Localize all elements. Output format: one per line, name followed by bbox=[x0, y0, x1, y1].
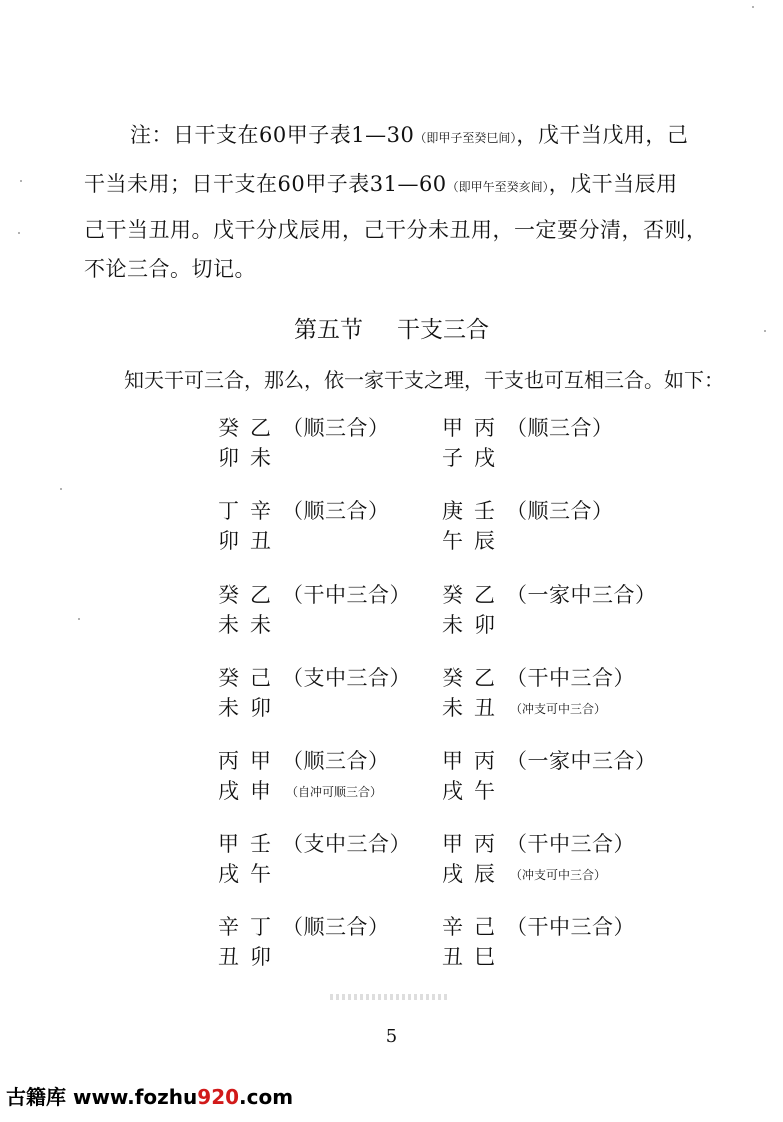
note-line-4: 不论三合。切记。 bbox=[84, 257, 256, 281]
section-heading bbox=[0, 315, 783, 345]
scan-speck bbox=[18, 232, 20, 234]
stem-char: 甲 bbox=[442, 749, 463, 773]
stem-char: 癸 bbox=[218, 583, 239, 607]
watermark-name: 古籍库 www.fozhu bbox=[6, 1085, 198, 1109]
branch-char: 卯 bbox=[218, 529, 239, 553]
pair-block bbox=[442, 829, 635, 889]
scan-smudge bbox=[330, 994, 450, 1000]
branch-char: 丑 bbox=[474, 696, 495, 720]
scan-speck bbox=[78, 618, 80, 620]
scan-speck bbox=[20, 180, 22, 182]
scan-speck bbox=[752, 6, 754, 8]
note-line-1-text: 注：日干支在60甲子表1—30 bbox=[130, 123, 415, 147]
stem-char: 乙 bbox=[474, 666, 495, 690]
pair-note: （冲支可中三合） bbox=[510, 702, 607, 716]
branch-char: 戌 bbox=[442, 779, 463, 803]
scan-speck bbox=[764, 330, 766, 332]
stem-char: 庚 bbox=[442, 499, 463, 523]
pair-label: （顺三合） bbox=[282, 416, 390, 440]
branch-char: 卯 bbox=[474, 613, 495, 637]
pair-block bbox=[442, 663, 635, 723]
pair-block bbox=[218, 413, 390, 473]
branch-char: 午 bbox=[250, 862, 271, 886]
pair-block bbox=[218, 496, 390, 556]
pair-label: （支中三合） bbox=[282, 666, 411, 690]
stem-char: 癸 bbox=[218, 666, 239, 690]
note-line-2-text: 干当未用；日干支在60甲子表31—60 bbox=[84, 172, 447, 196]
pair-block bbox=[218, 912, 390, 972]
stem-char: 乙 bbox=[474, 583, 495, 607]
stem-char: 辛 bbox=[442, 915, 463, 939]
stem-char: 甲 bbox=[442, 416, 463, 440]
stem-char: 壬 bbox=[250, 832, 271, 856]
branch-char: 巳 bbox=[474, 945, 495, 969]
branch-char: 未 bbox=[218, 696, 239, 720]
stem-char: 壬 bbox=[474, 499, 495, 523]
pair-block bbox=[218, 663, 411, 723]
pair-label: （干中三合） bbox=[282, 583, 411, 607]
branch-char: 卯 bbox=[250, 696, 271, 720]
pair-label: （顺三合） bbox=[506, 499, 614, 523]
branch-char: 申 bbox=[250, 779, 271, 803]
pair-note: （自冲可顺三合） bbox=[286, 785, 383, 799]
stem-char: 己 bbox=[250, 666, 271, 690]
note-line-1 bbox=[130, 121, 688, 152]
branch-char: 午 bbox=[474, 779, 495, 803]
stem-char: 癸 bbox=[442, 666, 463, 690]
branch-char: 辰 bbox=[474, 862, 495, 886]
branch-char: 未 bbox=[442, 696, 463, 720]
stem-char: 癸 bbox=[442, 583, 463, 607]
branch-char: 卯 bbox=[218, 446, 239, 470]
stem-char: 己 bbox=[474, 915, 495, 939]
stem-char: 辛 bbox=[250, 499, 271, 523]
branch-char: 辰 bbox=[474, 529, 495, 553]
pair-label: （顺三合） bbox=[506, 416, 614, 440]
stem-char: 甲 bbox=[442, 832, 463, 856]
pair-label: （一家中三合） bbox=[506, 583, 657, 607]
intro-paragraph: 知天干可三合，那么，依一家干支之理，干支也可互相三合。如下： bbox=[124, 368, 724, 392]
stem-char: 丙 bbox=[474, 416, 495, 440]
pair-label: （顺三合） bbox=[282, 499, 390, 523]
branch-char: 丑 bbox=[442, 945, 463, 969]
note-line-2 bbox=[84, 170, 678, 201]
branch-char: 未 bbox=[218, 613, 239, 637]
watermark-number: 920 bbox=[197, 1085, 240, 1109]
stem-char: 丙 bbox=[218, 749, 239, 773]
branch-char: 子 bbox=[442, 446, 463, 470]
branch-char: 午 bbox=[442, 529, 463, 553]
branch-char: 戌 bbox=[474, 446, 495, 470]
stem-char: 辛 bbox=[218, 915, 239, 939]
note-line-2-tail: ，戊干当辰用 bbox=[548, 172, 678, 196]
branch-char: 未 bbox=[442, 613, 463, 637]
pair-note: （冲支可中三合） bbox=[510, 868, 607, 882]
branch-char: 戌 bbox=[442, 862, 463, 886]
pair-block bbox=[442, 496, 614, 556]
pair-label: （一家中三合） bbox=[506, 749, 657, 773]
stem-char: 乙 bbox=[250, 583, 271, 607]
branch-char: 戌 bbox=[218, 779, 239, 803]
watermark-tld: .com bbox=[239, 1085, 294, 1109]
branch-char: 卯 bbox=[250, 945, 271, 969]
pair-label: （支中三合） bbox=[282, 832, 411, 856]
pair-label: （顺三合） bbox=[282, 915, 390, 939]
site-watermark bbox=[6, 1083, 293, 1111]
note-line-1-tail: ，戊干当戊用，己 bbox=[516, 123, 689, 147]
scan-speck bbox=[60, 488, 62, 490]
pair-block bbox=[218, 829, 411, 889]
branch-char: 戌 bbox=[218, 862, 239, 886]
stem-char: 丁 bbox=[218, 499, 239, 523]
stem-char: 丙 bbox=[474, 749, 495, 773]
pair-block bbox=[442, 580, 657, 640]
stem-char: 甲 bbox=[218, 832, 239, 856]
branch-char: 未 bbox=[250, 613, 271, 637]
stem-char: 乙 bbox=[250, 416, 271, 440]
stem-char: 丁 bbox=[250, 915, 271, 939]
pair-block bbox=[218, 746, 390, 806]
pair-label: （干中三合） bbox=[506, 666, 635, 690]
note-line-3: 己干当丑用。戊干分戊辰用，己干分未丑用，一定要分清，否则， bbox=[84, 218, 708, 242]
stem-char: 丙 bbox=[474, 832, 495, 856]
pair-block bbox=[442, 746, 657, 806]
branch-char: 未 bbox=[250, 446, 271, 470]
pair-label: （干中三合） bbox=[506, 915, 635, 939]
pair-label: （顺三合） bbox=[282, 749, 390, 773]
pair-label: （干中三合） bbox=[506, 832, 635, 856]
note-line-1-aside: （即甲子至癸巳间） bbox=[414, 131, 517, 145]
note-line-2-aside: （即甲午至癸亥间） bbox=[446, 180, 549, 194]
page-number: 5 bbox=[385, 1026, 398, 1047]
branch-char: 丑 bbox=[250, 529, 271, 553]
stem-char: 甲 bbox=[250, 749, 271, 773]
section-number: 第五节 bbox=[294, 317, 363, 343]
branch-char: 丑 bbox=[218, 945, 239, 969]
stem-char: 癸 bbox=[218, 416, 239, 440]
pair-block bbox=[218, 580, 411, 640]
pair-block bbox=[442, 912, 635, 972]
pair-block bbox=[442, 413, 614, 473]
section-title: 干支三合 bbox=[397, 317, 489, 343]
